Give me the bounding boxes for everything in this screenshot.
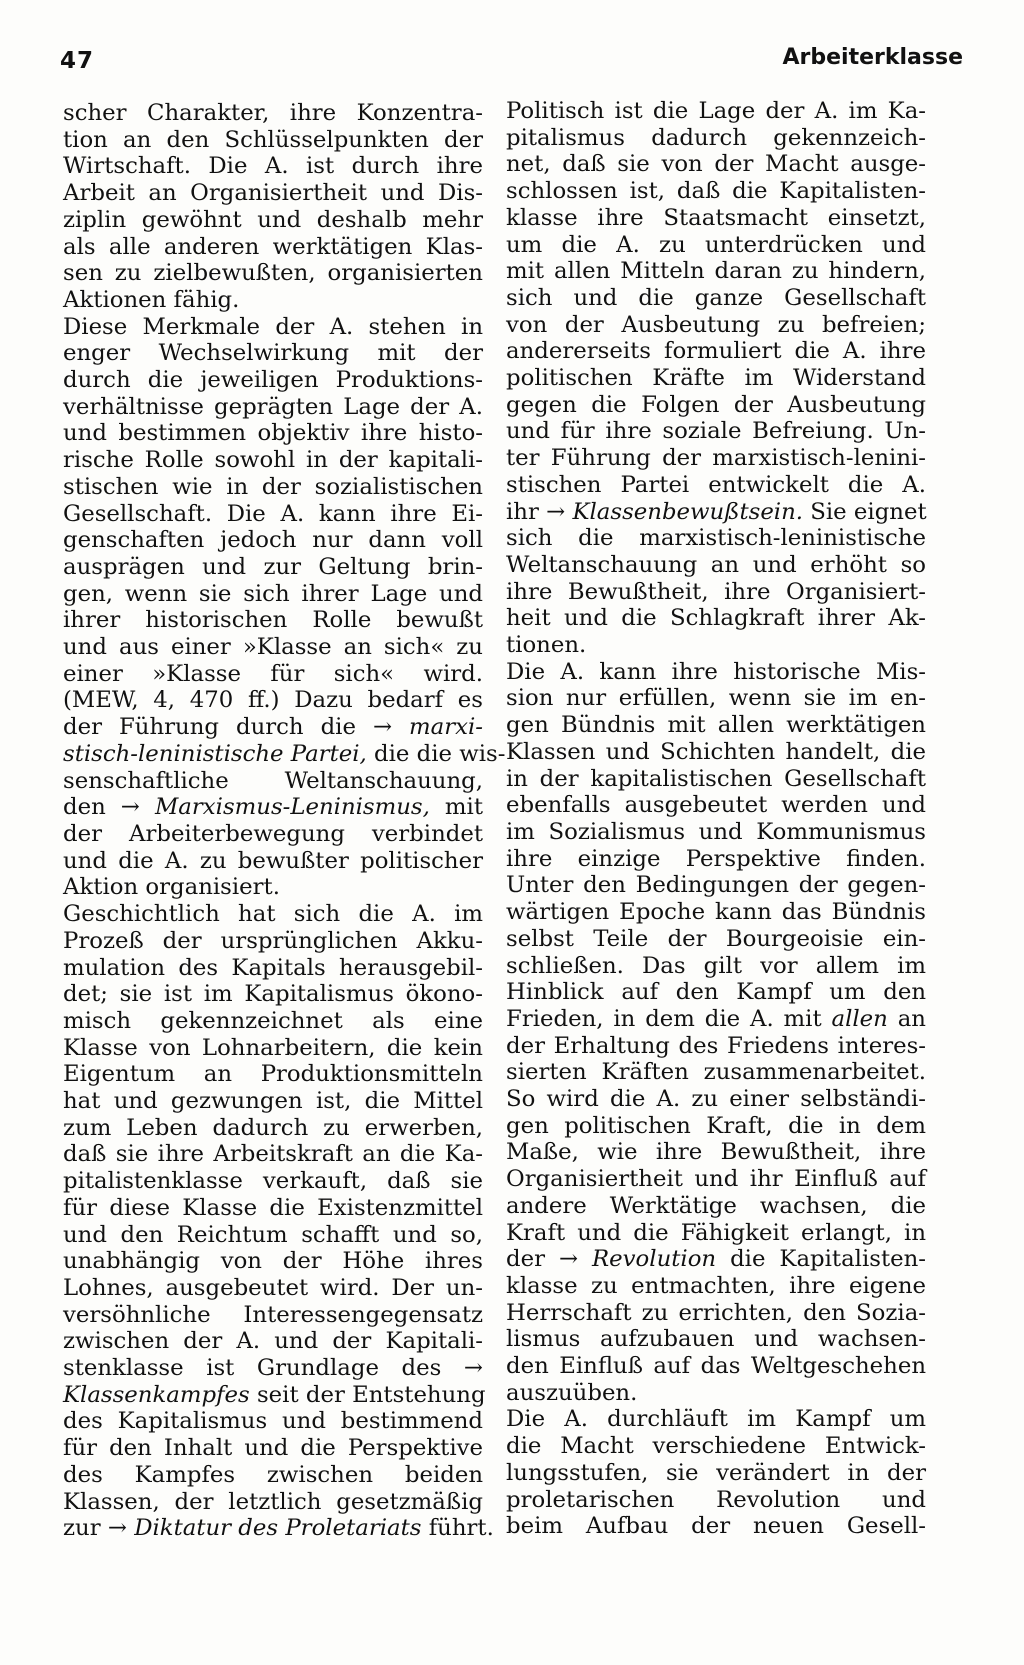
text-run: Klassen, der letztlich gesetzmäßig (63, 1488, 483, 1515)
text-line (506, 258, 926, 285)
text-run: der Erhaltung des Friedens interes- (506, 1032, 926, 1059)
text-line (506, 1273, 926, 1300)
text-line (63, 180, 483, 207)
text-line (63, 153, 483, 180)
text-run: gen politischen Kraft, die in dem (506, 1112, 926, 1139)
text-run: im Sozialismus und Kommunismus (506, 818, 926, 845)
text-line (506, 338, 926, 365)
text-line (506, 1033, 926, 1060)
text-line (506, 605, 926, 632)
text-line (63, 1115, 483, 1142)
text-run: det; sie ist im Kapitalismus ökono- (63, 981, 483, 1008)
text-line (506, 178, 926, 205)
text-line (506, 232, 926, 259)
text-run: sen zu zielbewußten, organisierten (63, 260, 483, 287)
text-run: (MEW, 4, 470 ff.) Dazu bedarf es (63, 687, 483, 714)
text-run: von der Ausbeutung zu befreien; (506, 311, 926, 338)
text-line (63, 474, 483, 501)
text-line (506, 125, 926, 152)
text-run: der → (506, 1246, 593, 1273)
text-run: Aktionen fähig. (63, 286, 240, 313)
text-run: Kraft und die Fähigkeit erlangt, in (506, 1219, 926, 1246)
text-run: klasse zu entmachten, ihre eigene (506, 1272, 926, 1299)
text-run: verhältnisse geprägten Lage der A. (63, 393, 483, 420)
text-run: gegen die Folgen der Ausbeutung (506, 391, 926, 418)
text-line (506, 659, 926, 686)
text-line (63, 1248, 483, 1275)
text-run: Diese Merkmale der A. stehen in (63, 313, 483, 340)
text-line (506, 392, 926, 419)
text-run: heit und die Schlagkraft ihrer Ak- (506, 605, 926, 632)
text-run: pitalismus dadurch gekennzeich- (506, 124, 926, 151)
text-line (63, 367, 483, 394)
text-line (63, 1061, 483, 1088)
text-line (63, 981, 483, 1008)
cross-reference: Diktatur des Proletariats (134, 1515, 422, 1542)
text-line (506, 979, 926, 1006)
text-run: wärtigen Epoche kann das Bündnis (506, 899, 926, 926)
text-line (506, 712, 926, 739)
text-run: durch die jeweiligen Produktions- (63, 367, 483, 394)
text-run: Unter den Bedingungen der gegen- (506, 872, 926, 899)
text-run: daß sie ihre Arbeitskraft an die Ka- (63, 1141, 483, 1168)
text-line (506, 1487, 926, 1514)
cross-reference: marxi- (409, 714, 483, 741)
text-run: Maße, wie ihre Bewußtheit, ihre (506, 1139, 926, 1166)
text-line (63, 1141, 483, 1168)
text-run: Eigentum an Produktionsmitteln (63, 1061, 483, 1088)
text-run: der Führung durch die → (63, 714, 410, 741)
text-run: Frieden, in dem die A. mit (506, 1005, 832, 1032)
text-run: So wird die A. zu einer selbständi- (506, 1086, 926, 1113)
text-run: des Kampfes zwischen beiden (63, 1461, 483, 1488)
text-run: ihre einzige Perspektive finden. (506, 845, 926, 872)
text-run: und die A. zu bewußter politischer (63, 847, 483, 874)
text-run: ziplin gewöhnt und deshalb mehr (63, 206, 483, 233)
text-run: senschaftliche Weltanschauung, (63, 767, 483, 794)
text-run: Die A. kann ihre historische Mis- (506, 658, 926, 685)
text-line (63, 1408, 483, 1435)
text-line (506, 445, 926, 472)
text-run: ihrer historischen Rolle bewußt (63, 607, 483, 634)
text-line (506, 418, 926, 445)
text-line (506, 1220, 926, 1247)
text-line (506, 1353, 926, 1380)
text-line (63, 901, 483, 928)
text-run: Arbeit an Organisiertheit und Dis- (63, 180, 483, 207)
text-line (63, 1008, 483, 1035)
text-run: die Kapitalisten- (716, 1246, 926, 1273)
text-run: und bestimmen objektiv ihre histo- (63, 420, 483, 447)
text-run: Hinblick auf den Kampf um den (506, 979, 926, 1006)
text-line (63, 287, 483, 314)
text-line (63, 607, 483, 634)
text-run: schließen. Das gilt vor allem im (506, 952, 926, 979)
text-line (63, 207, 483, 234)
text-run: sion nur erfüllen, wenn sie im en- (506, 685, 926, 712)
text-line (506, 285, 926, 312)
text-line (506, 899, 926, 926)
text-line (506, 926, 926, 953)
text-line (506, 632, 926, 659)
text-run: tion an den Schlüsselpunkten der (63, 126, 483, 153)
text-run: der Arbeiterbewegung verbindet (63, 820, 483, 847)
text-line (63, 260, 483, 287)
text-line (506, 1380, 926, 1407)
text-line (506, 579, 926, 606)
text-run: enger Wechselwirkung mit der (63, 340, 483, 367)
text-line (63, 1035, 483, 1062)
text-run: misch gekennzeichnet als eine (63, 1007, 483, 1034)
text-run: selbst Teile der Bourgeoisie ein- (506, 925, 926, 952)
text-run: Weltanschauung an und erhöht so (506, 551, 926, 578)
text-line (63, 1435, 483, 1462)
text-run: als alle anderen werktätigen Klas- (63, 233, 483, 260)
text-run: des Kapitalismus und bestimmend (63, 1408, 483, 1435)
text-line (506, 872, 926, 899)
text-line (506, 499, 926, 526)
text-run: zum Leben dadurch zu erwerben, (63, 1114, 483, 1141)
running-head: Arbeiterklasse (782, 45, 963, 70)
text-line (506, 1300, 926, 1327)
text-run: lismus aufzubauen und wachsen- (506, 1326, 926, 1353)
text-line (63, 1381, 486, 1409)
text-line (506, 472, 926, 499)
text-line (506, 1059, 926, 1086)
text-run: ebenfalls ausgebeutet werden und (506, 792, 926, 819)
text-run: Gesellschaft. Die A. kann ihre Ei- (63, 500, 483, 527)
text-run: Politisch ist die Lage der A. im Ka- (506, 98, 926, 124)
text-line (506, 205, 926, 232)
text-run: gen Bündnis mit allen werktätigen (506, 712, 926, 739)
text-run: stischen wie in der sozialistischen (63, 473, 483, 500)
text-run: gen, wenn sie sich ihrer Lage und (63, 580, 483, 607)
text-line (63, 1168, 483, 1195)
text-run: mit allen Mitteln daran zu hindern, (506, 258, 926, 285)
text-run: stenklasse ist Grundlage des → (63, 1355, 483, 1382)
text-line (506, 739, 926, 766)
text-run: Sie eignet (803, 498, 927, 525)
text-line (63, 1462, 483, 1489)
text-line (506, 766, 926, 793)
text-run: scher Charakter, ihre Konzentra- (63, 100, 483, 126)
text-line (63, 821, 483, 848)
text-run: ter Führung der marxistisch-lenini- (506, 445, 926, 472)
text-line (506, 1193, 926, 1220)
text-run: die die wis- (366, 740, 506, 767)
text-line (63, 1195, 483, 1222)
text-run: beim Aufbau der neuen Gesell- (506, 1513, 926, 1540)
text-line (63, 1355, 483, 1382)
text-line (506, 792, 926, 819)
text-run: ihr → (506, 498, 573, 525)
text-run: klasse ihre Staatsmacht einsetzt, (506, 204, 926, 231)
text-line (63, 394, 483, 421)
right-text-column (506, 98, 926, 1540)
text-run: versöhnliche Interessengegensatz (63, 1301, 483, 1328)
text-line (506, 1460, 926, 1487)
text-line (63, 1489, 483, 1516)
text-run: den Einfluß auf das Weltgeschehen (506, 1353, 926, 1380)
text-line (63, 234, 483, 261)
text-line (63, 420, 483, 447)
text-run: andererseits formuliert die A. ihre (506, 338, 926, 365)
text-line (506, 525, 926, 552)
text-line (63, 501, 483, 528)
text-run: tionen. (506, 632, 587, 659)
text-run: proletarischen Revolution und (506, 1486, 926, 1513)
text-line (506, 151, 926, 178)
cross-reference: Marxismus-Leninismus, (154, 794, 430, 821)
text-run: Geschichtlich hat sich die A. im (63, 901, 483, 928)
text-line (506, 1406, 926, 1433)
text-run: Organisiertheit und ihr Einfluß auf (506, 1166, 926, 1193)
text-line (506, 1113, 926, 1140)
text-run: ihre Bewußtheit, ihre Organisiert- (506, 578, 926, 605)
text-run: lungsstufen, sie verändert in der (506, 1459, 926, 1486)
text-run: sierten Kräften zusammenarbeitet. (506, 1059, 926, 1086)
text-line (63, 527, 483, 554)
text-line (63, 848, 483, 875)
text-line (63, 661, 483, 688)
text-line (506, 1086, 926, 1113)
text-run: für diese Klasse die Existenzmittel (63, 1194, 483, 1221)
text-line (63, 874, 483, 901)
text-run: pitalistenklasse verkauft, daß sie (63, 1168, 483, 1195)
left-text-column (63, 100, 506, 1542)
text-run: und für ihre soziale Befreiung. Un- (506, 418, 926, 445)
page-number: 47 (60, 48, 95, 74)
text-line (506, 1139, 926, 1166)
text-line (63, 1275, 483, 1302)
text-line (506, 1513, 926, 1540)
text-line (63, 714, 483, 741)
text-line (63, 768, 483, 795)
text-line (506, 1166, 926, 1193)
cross-reference: stisch-leninistische Partei, (63, 740, 367, 767)
text-run: unabhängig von der Höhe ihres (63, 1248, 483, 1275)
text-run: Aktion organisiert. (63, 874, 280, 901)
text-line (506, 312, 926, 339)
text-line (506, 819, 926, 846)
text-run: einer »Klasse für sich« wird. (63, 660, 483, 687)
text-run: mulation des Kapitals herausgebil- (63, 954, 483, 981)
text-run: Lohnes, ausgebeutet wird. Der un- (63, 1274, 483, 1301)
text-run: andere Werktätige wachsen, die (506, 1192, 926, 1219)
text-run: zur → (63, 1515, 135, 1542)
text-line (506, 1326, 926, 1353)
text-run: genschaften jedoch nur dann voll (63, 527, 483, 554)
text-run: Klasse von Lohnarbeitern, die kein (63, 1034, 483, 1061)
text-run: um die A. zu unterdrücken und (506, 231, 926, 258)
text-run: schlossen ist, daß die Kapitalisten- (506, 178, 926, 205)
text-line (63, 554, 483, 581)
text-run: net, daß sie von der Macht ausge- (506, 151, 926, 178)
text-run: führt. (421, 1515, 494, 1542)
cross-reference: Klassenbewußtsein. (572, 498, 804, 525)
text-line (63, 447, 483, 474)
text-line (506, 846, 926, 873)
text-run: ausprägen und zur Geltung brin- (63, 553, 483, 580)
text-line (506, 1006, 926, 1033)
text-run: Herrschaft zu errichten, den Sozia- (506, 1299, 926, 1326)
text-line (63, 581, 483, 608)
text-line (506, 685, 926, 712)
text-run: stischen Partei entwickelt die A. (506, 471, 926, 498)
text-run: Die A. durchläuft im Kampf um (506, 1406, 926, 1433)
text-line (63, 127, 483, 154)
text-run: mit (429, 794, 483, 821)
text-run: und aus einer »Klasse an sich« zu (63, 634, 483, 661)
text-line (506, 552, 926, 579)
text-run: die Macht verschiedene Entwick- (506, 1433, 926, 1460)
text-line (63, 1328, 483, 1355)
text-line (63, 1515, 494, 1542)
text-line (63, 955, 483, 982)
text-line (506, 1433, 926, 1460)
cross-reference: Klassenkampfes (63, 1381, 250, 1408)
text-line (63, 1302, 483, 1329)
text-run: und den Reichtum schafft und so, (63, 1221, 483, 1248)
text-line (63, 794, 483, 821)
text-line (63, 687, 483, 714)
text-line (506, 1246, 926, 1273)
text-run: an (887, 1005, 926, 1032)
text-run: den → (63, 794, 155, 821)
text-run: auszuüben. (506, 1379, 638, 1406)
text-run: Wirtschaft. Die A. ist durch ihre (63, 153, 483, 180)
text-run: in der kapitalistischen Gesellschaft (506, 765, 926, 792)
text-line (63, 740, 506, 768)
text-line (506, 98, 926, 125)
cross-reference: allen (831, 1005, 888, 1032)
text-run: hat und gezwungen ist, die Mittel (63, 1088, 483, 1115)
text-run: politischen Kräfte im Widerstand (506, 365, 926, 392)
text-line (63, 928, 483, 955)
text-line (506, 953, 926, 980)
text-run: Prozeß der ursprünglichen Akku- (63, 927, 483, 954)
text-run: rische Rolle sowohl in der kapitali- (63, 447, 483, 474)
text-line (63, 634, 483, 661)
text-line (63, 340, 483, 367)
text-run: Klassen und Schichten handelt, die (506, 738, 926, 765)
text-run: seit der Entstehung (249, 1381, 486, 1408)
text-line (63, 314, 483, 341)
text-run: sich und die ganze Gesellschaft (506, 284, 926, 311)
text-run: zwischen der A. und der Kapitali- (63, 1328, 483, 1355)
cross-reference: Revolution (592, 1246, 717, 1273)
text-run: für den Inhalt und die Perspektive (63, 1435, 483, 1462)
text-line (506, 365, 926, 392)
text-line (63, 1088, 483, 1115)
text-line (63, 1222, 483, 1249)
text-line (63, 100, 483, 127)
text-run: sich die marxistisch-leninistische (506, 525, 926, 552)
